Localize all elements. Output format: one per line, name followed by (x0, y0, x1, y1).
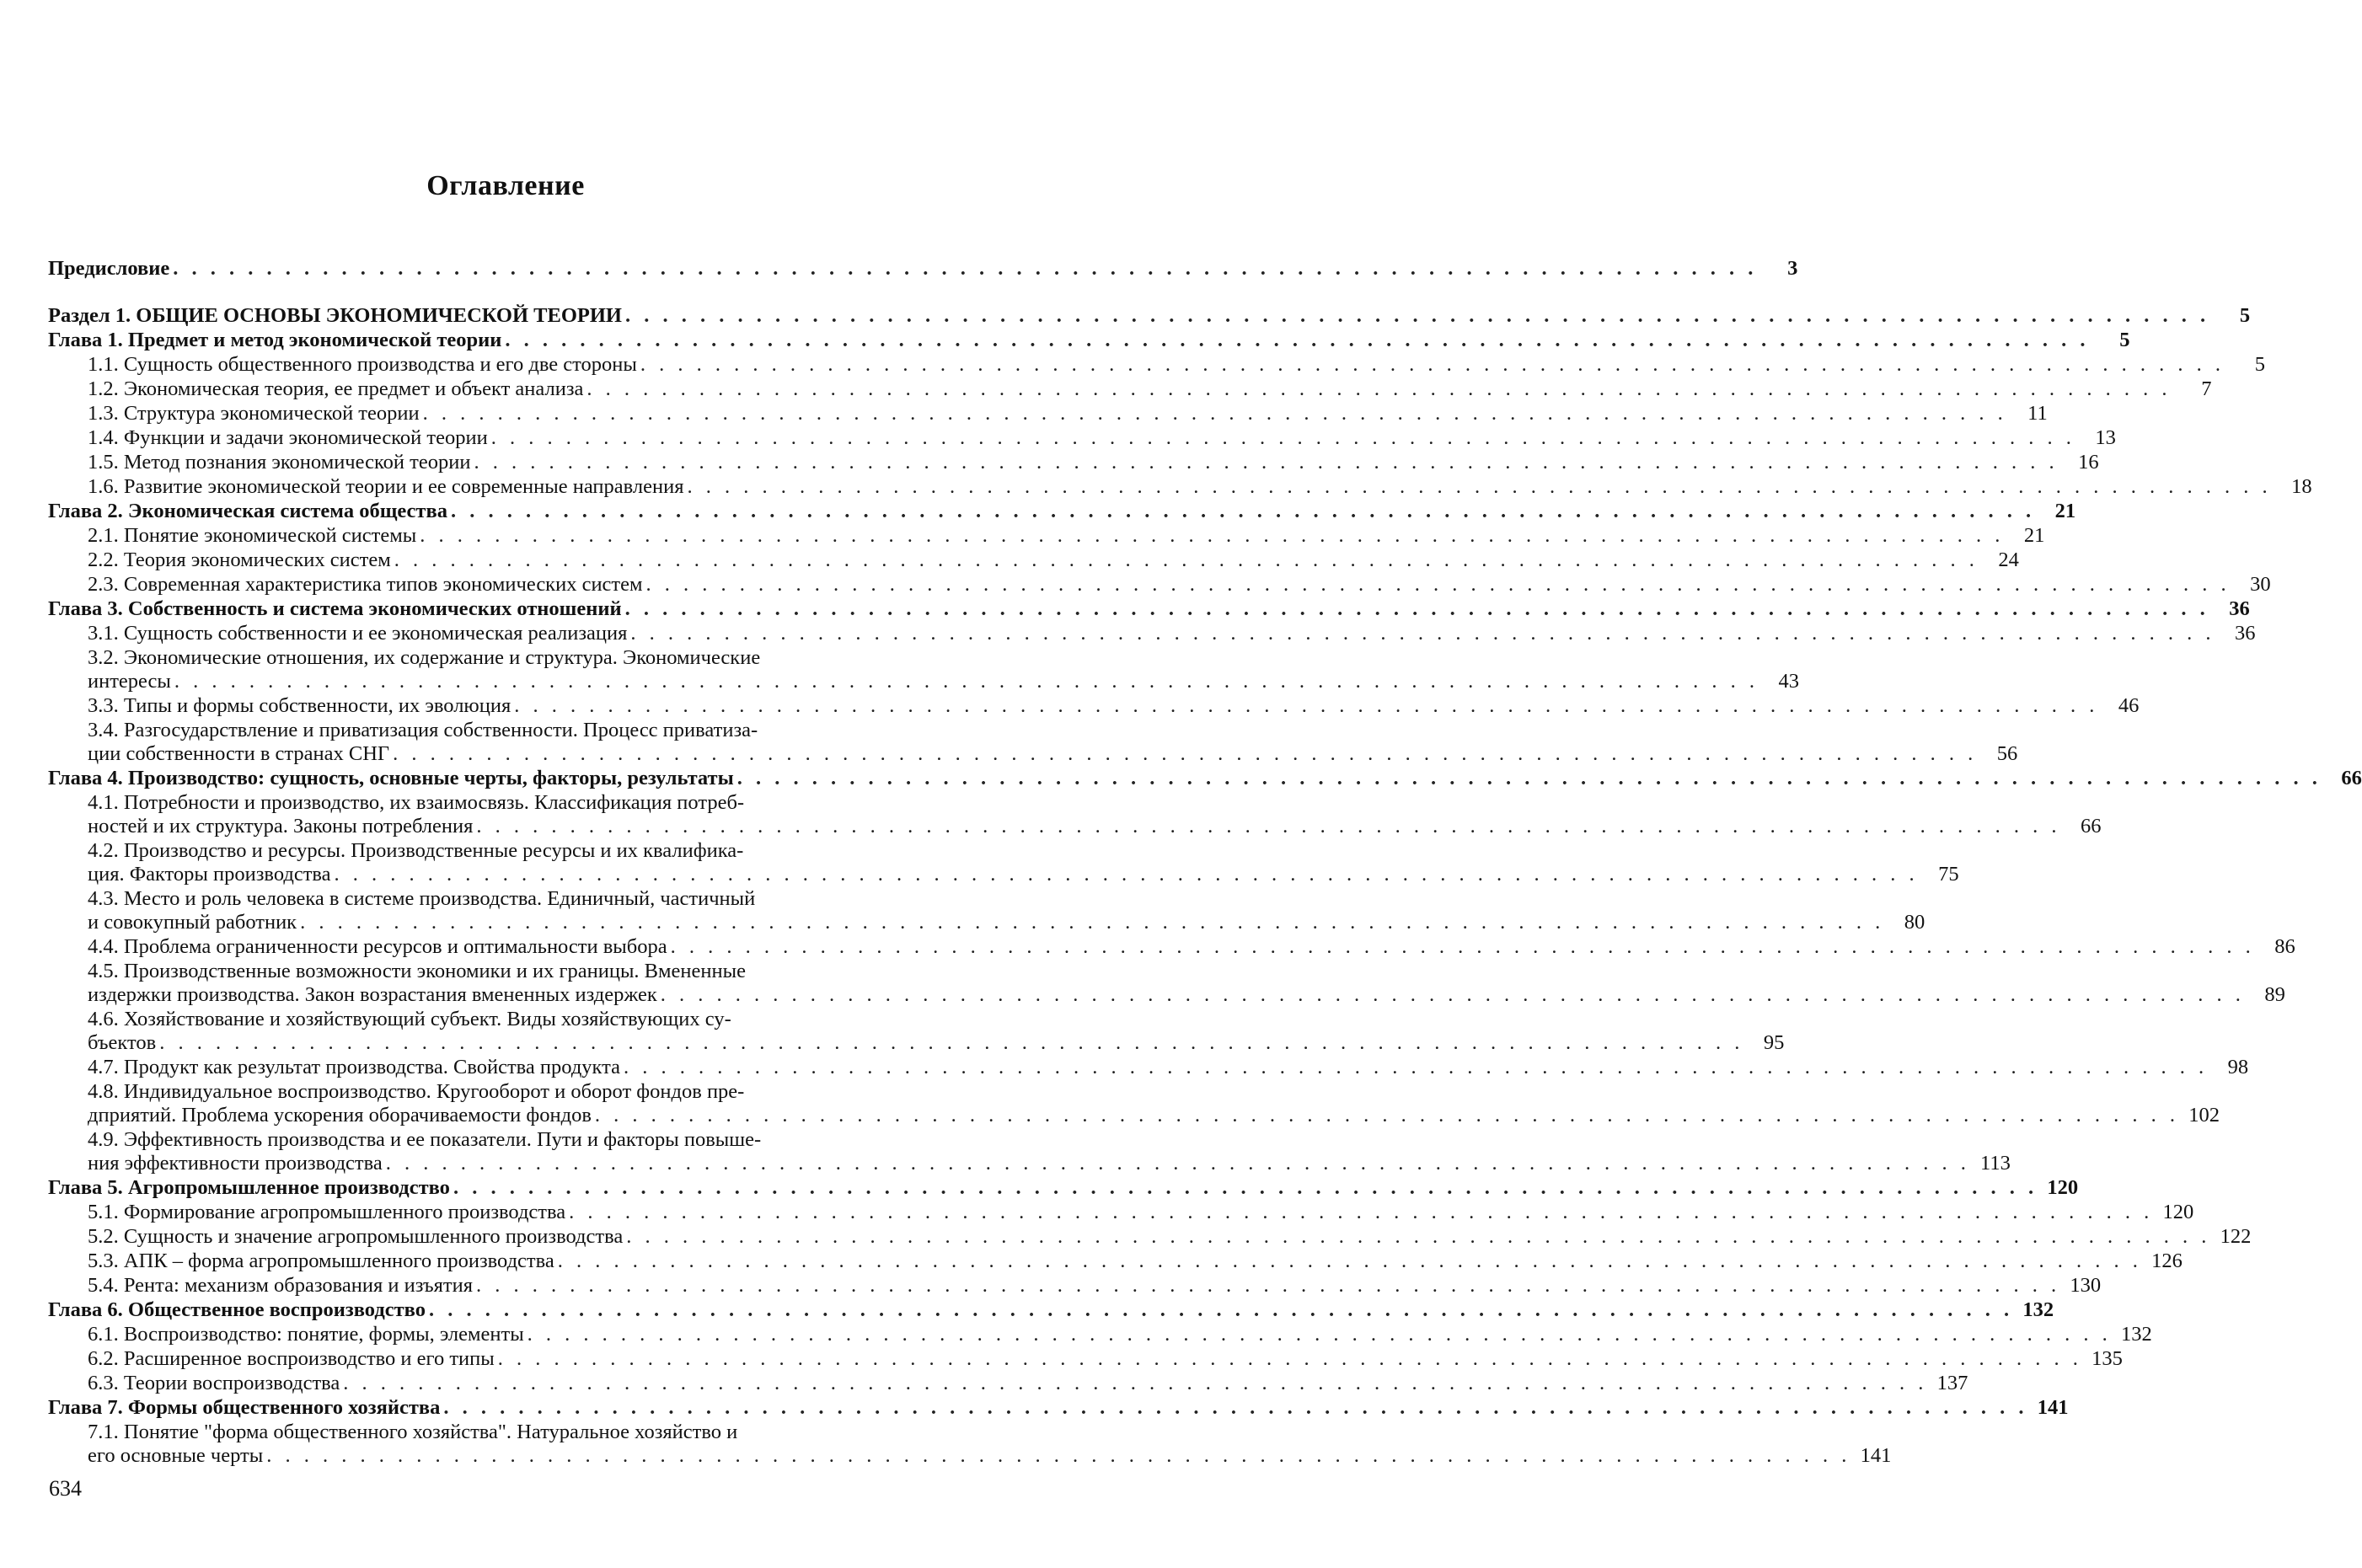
toc-page-number: 36 (2229, 597, 2250, 620)
toc-page-number: 122 (2220, 1225, 2252, 1248)
toc-page-number: 80 (1904, 911, 1925, 934)
toc-subsection-line (48, 1346, 2123, 1371)
dot-leader (623, 1224, 2210, 1249)
toc-chapter-line (48, 328, 2130, 352)
toc-page-number: 18 (2291, 475, 2312, 498)
dot-leader (643, 572, 2231, 597)
toc-entry-title: 6.1. Воспроизводство: понятие, формы, элементы (88, 1323, 524, 1346)
toc-subsection-line (48, 693, 2140, 718)
dot-leader (592, 1104, 2179, 1127)
toc-subsection-line (48, 886, 956, 911)
toc-subsection-line (48, 815, 2102, 838)
toc-entry-title: 5.2. Сущность и значение агропромышленного производства (88, 1225, 624, 1248)
dot-leader (297, 911, 1884, 934)
dot-leader (171, 670, 1759, 693)
toc-entry-title: 2.3. Современная характеристика типов экономических систем (88, 573, 643, 596)
dot-leader (495, 1346, 2082, 1371)
dot-leader (447, 499, 2035, 523)
toc-entry-title: Глава 3. Собственность и система экономических отношений (48, 597, 622, 620)
toc-page-number: 120 (2047, 1176, 2079, 1199)
toc-entry-title: 5.4. Рента: механизм образования и изъятия (88, 1274, 474, 1297)
toc-entry-title: 4.5. Производственные возможности экономики и их границы. Вмененные (88, 960, 746, 982)
toc-entry-title: 4.7. Продукт как результат производства. Свойства продукта (88, 1056, 620, 1078)
toc-page-number: 56 (1996, 742, 2018, 765)
toc-entry-title: 2.2. Теория экономических систем (88, 549, 391, 571)
toc-subsection-line (48, 1031, 1785, 1055)
toc-entry-title: Глава 6. Общественное воспроизводство (48, 1298, 426, 1321)
toc-page-number: 141 (1860, 1444, 1892, 1467)
toc-page-number: 13 (2095, 426, 2116, 449)
toc-subsection-line (48, 1104, 2220, 1127)
toc-subsection-line (48, 670, 1799, 693)
toc-page-number: 98 (2227, 1056, 2249, 1078)
toc-subsection-line (48, 718, 956, 742)
toc-entry-title: 1.4. Функции и задачи экономической теории (88, 426, 488, 449)
toc-subsection-line (48, 1273, 2102, 1298)
dot-leader (622, 597, 2209, 621)
toc-entry-title: 6.3. Теории воспроизводства (88, 1372, 340, 1394)
toc-subsection-line (48, 838, 956, 863)
toc-entry-title: бъектов (88, 1031, 157, 1054)
toc-front-line (48, 256, 1798, 281)
toc-entry-title: и совокупный работник (88, 911, 297, 934)
toc-entry-title: его основные черты (88, 1444, 264, 1467)
dot-leader (389, 742, 1977, 766)
dot-leader (511, 693, 2098, 718)
toc-page-number: 21 (2054, 500, 2076, 522)
dot-leader (622, 303, 2209, 328)
toc-page-number: 120 (2162, 1201, 2194, 1223)
toc-subsection-line (48, 523, 2045, 548)
toc-page-number: 66 (2341, 767, 2362, 789)
toc-subsection-line (48, 621, 2256, 645)
dot-leader (426, 1298, 2013, 1322)
toc-subsection-line (48, 425, 2116, 450)
toc-page-number: 113 (1980, 1152, 2011, 1175)
dot-leader (488, 425, 2075, 450)
toc-subsection-line (48, 1152, 2011, 1175)
toc-page-number: 132 (2121, 1323, 2152, 1346)
dot-leader (263, 1444, 1851, 1468)
toc-page-number: 11 (2027, 402, 2048, 425)
dot-leader (683, 474, 2271, 499)
toc-entry-title: 4.1. Потребности и производство, их взаимосвязь. Классификация потреб- (88, 791, 745, 814)
toc-subsection-line (48, 1055, 2249, 1079)
dot-leader (420, 401, 2007, 425)
dot-leader (470, 450, 2058, 474)
toc-page-number: 66 (2081, 815, 2102, 838)
toc-entry-title: дприятий. Проблема ускорения оборачиваемости фондов (88, 1104, 592, 1126)
toc-entry-title: 4.2. Производство и ресурсы. Производственные ресурсы и их квалифика- (88, 839, 744, 862)
toc-page-number: 132 (2022, 1298, 2054, 1321)
toc-entry-title: 3.1. Сущность собственности и ее экономическая реализация (88, 622, 628, 645)
toc-chapter-line (48, 499, 2076, 523)
toc-subsection-line (48, 1200, 2194, 1224)
toc-subsection-line (48, 911, 1925, 934)
toc-chapter-line (48, 1395, 2069, 1420)
toc-chapter-line (48, 1175, 2079, 1200)
toc-page-number: 43 (1778, 670, 1799, 693)
toc-entry-title: 4.4. Проблема ограниченности ресурсов и оптимальности выбора (88, 935, 667, 958)
dot-leader (473, 1273, 2060, 1298)
toc-entry-title: 1.3. Структура экономической теории (88, 402, 420, 425)
toc-page-number: 24 (1998, 549, 2019, 571)
toc-entry-title: 3.4. Разгосударствление и приватизация собственности. Процесс приватиза- (88, 719, 758, 741)
dot-leader (524, 1322, 2112, 1346)
toc-entry-title: 4.9. Эффективность производства и ее показатели. Пути и факторы повыше- (88, 1128, 762, 1151)
toc-subsection-line (48, 934, 2295, 959)
toc-page-number: 30 (2250, 573, 2271, 596)
toc-chapter-line (48, 766, 2362, 790)
toc-entry-title: 4.6. Хозяйствование и хозяйствующий субъект. Виды хозяйствующих су- (88, 1008, 731, 1030)
dot-leader (734, 766, 2322, 790)
toc-entry-title: 1.5. Метод познания экономической теории (88, 451, 471, 474)
toc-subsection-line (48, 474, 2312, 499)
toc-entry-title: 7.1. Понятие "форма общественного хозяйства". Натуральное хозяйство и (88, 1421, 738, 1443)
toc-subsection-line (48, 863, 1959, 886)
toc-entry-title: 3.3. Типы и формы собственности, их эволюция (88, 694, 511, 717)
dot-leader (637, 352, 2225, 377)
dot-leader (331, 863, 1919, 886)
toc-subsection-line (48, 352, 2265, 377)
toc-page-number: 102 (2188, 1104, 2220, 1126)
toc-section-line (48, 303, 2251, 328)
toc-subsection-line (48, 959, 956, 983)
toc-chapter-line (48, 597, 2250, 621)
toc-subsection-line (48, 450, 2099, 474)
toc-page-number: 16 (2078, 451, 2099, 474)
toc-subsection-line (48, 983, 2285, 1007)
toc-page-number: 5 (2239, 304, 2251, 327)
toc-entry-title: 5.3. АПК – форма агропромышленного производства (88, 1250, 554, 1272)
toc-entry-title: издержки производства. Закон возрастания вмененных издержек (88, 983, 657, 1006)
toc-entry-title: 5.1. Формирование агропромышленного производства (88, 1201, 566, 1223)
dot-leader (583, 377, 2171, 401)
toc-entry-title: Глава 5. Агропромышленное производство (48, 1176, 450, 1199)
toc-entry-title: 1.1. Сущность общественного производства и его две стороны (88, 353, 637, 376)
toc-page-number: 3 (1787, 257, 1798, 280)
toc-page-number: 21 (2023, 524, 2045, 547)
toc-page-number: 141 (2037, 1396, 2069, 1419)
toc-page-number: 46 (2118, 694, 2140, 717)
dot-leader (501, 328, 2089, 352)
toc-page-number: 36 (2235, 622, 2256, 645)
toc-entry-title: Глава 2. Экономическая система общества (48, 500, 447, 522)
toc-page-number: 135 (2092, 1347, 2123, 1370)
dot-leader (657, 983, 2245, 1007)
toc-subsection-line (48, 1371, 1968, 1395)
toc-entry-title: ции собственности в странах СНГ (88, 742, 390, 765)
dot-leader (391, 548, 1979, 572)
toc-entry-title: 3.2. Экономические отношения, их содержание и структура. Экономические (88, 646, 761, 669)
toc-subsection-line (48, 645, 956, 670)
toc-subsection-line (48, 1007, 956, 1031)
toc-subsection-line (48, 401, 2048, 425)
toc-subsection-line (48, 1249, 2183, 1273)
toc-entry-title: ния эффективности производства (88, 1152, 383, 1175)
toc-subsection-line (48, 548, 2019, 572)
toc-page-number: 130 (2070, 1274, 2102, 1297)
toc-entry-title: Глава 4. Производство: сущность, основные черты, факторы, результаты (48, 767, 734, 789)
toc-subsection-line (48, 1420, 956, 1444)
dot-leader (667, 934, 2255, 959)
toc-page-number: 137 (1936, 1372, 1968, 1394)
dot-leader (383, 1152, 1970, 1175)
toc-page-number: 89 (2264, 983, 2285, 1006)
dot-leader (620, 1055, 2208, 1079)
page-number: 634 (49, 1476, 82, 1501)
dot-leader (627, 621, 2215, 645)
dot-leader (450, 1175, 2038, 1200)
dot-leader (340, 1371, 1927, 1395)
toc-subsection-line (48, 1079, 956, 1104)
toc-subsection-line (48, 742, 2018, 766)
toc-subsection-line (48, 790, 956, 815)
toc-page-number: 95 (1763, 1031, 1785, 1054)
dot-leader (565, 1200, 2153, 1224)
dot-leader (554, 1249, 2142, 1273)
toc-entry-title: Предисловие (48, 257, 170, 280)
toc-subsection-line (48, 572, 2271, 597)
toc-entry-title: ция. Факторы производства (88, 863, 331, 886)
dot-leader (169, 256, 1757, 281)
toc-subsection-line (48, 1444, 1892, 1468)
toc-entry-title: Раздел 1. ОБЩИЕ ОСНОВЫ ЭКОНОМИЧЕСКОЙ ТЕОРИИ (48, 304, 622, 327)
toc-entry-title: 4.3. Место и роль человека в системе производства. Единичный, частичный (88, 887, 756, 910)
toc-page-number: 75 (1938, 863, 1959, 886)
dot-leader (156, 1031, 1743, 1055)
toc-page-number: 5 (2119, 329, 2130, 351)
toc-entry-title: 1.6. Развитие экономической теории и ее современные направления (88, 475, 684, 498)
toc-entry-title: 6.2. Расширенное воспроизводство и его типы (88, 1347, 495, 1370)
toc-entry-title: 2.1. Понятие экономической системы (88, 524, 417, 547)
toc-subsection-line (48, 1322, 2152, 1346)
toc-page-number: 86 (2274, 935, 2295, 958)
toc-entry-title: интересы (88, 670, 171, 693)
toc-page-number: 7 (2201, 377, 2212, 400)
toc-entry-title: ностей и их структура. Законы потребления (88, 815, 474, 838)
toc-page-number: 126 (2151, 1250, 2183, 1272)
toc-entry-title: Глава 7. Формы общественного хозяйства (48, 1396, 441, 1419)
toc-subsection-line (48, 1224, 2252, 1249)
dot-leader (416, 523, 2004, 548)
toc-entry-title: 1.2. Экономическая теория, ее предмет и объект анализа (88, 377, 584, 400)
page-title: Оглавление (426, 170, 585, 201)
dot-leader (473, 815, 2060, 838)
toc-entry-title: 4.8. Индивидуальное воспроизводство. Кругооборот и оборот фондов пре- (88, 1080, 745, 1103)
toc-subsection-line (48, 377, 2212, 401)
dot-leader (440, 1395, 2027, 1420)
toc-entry-title: Глава 1. Предмет и метод экономической теории (48, 329, 502, 351)
toc-subsection-line (48, 1127, 956, 1152)
table-of-contents (48, 256, 2362, 1468)
toc-page-number: 5 (2254, 353, 2265, 376)
toc-chapter-line (48, 1298, 2054, 1322)
